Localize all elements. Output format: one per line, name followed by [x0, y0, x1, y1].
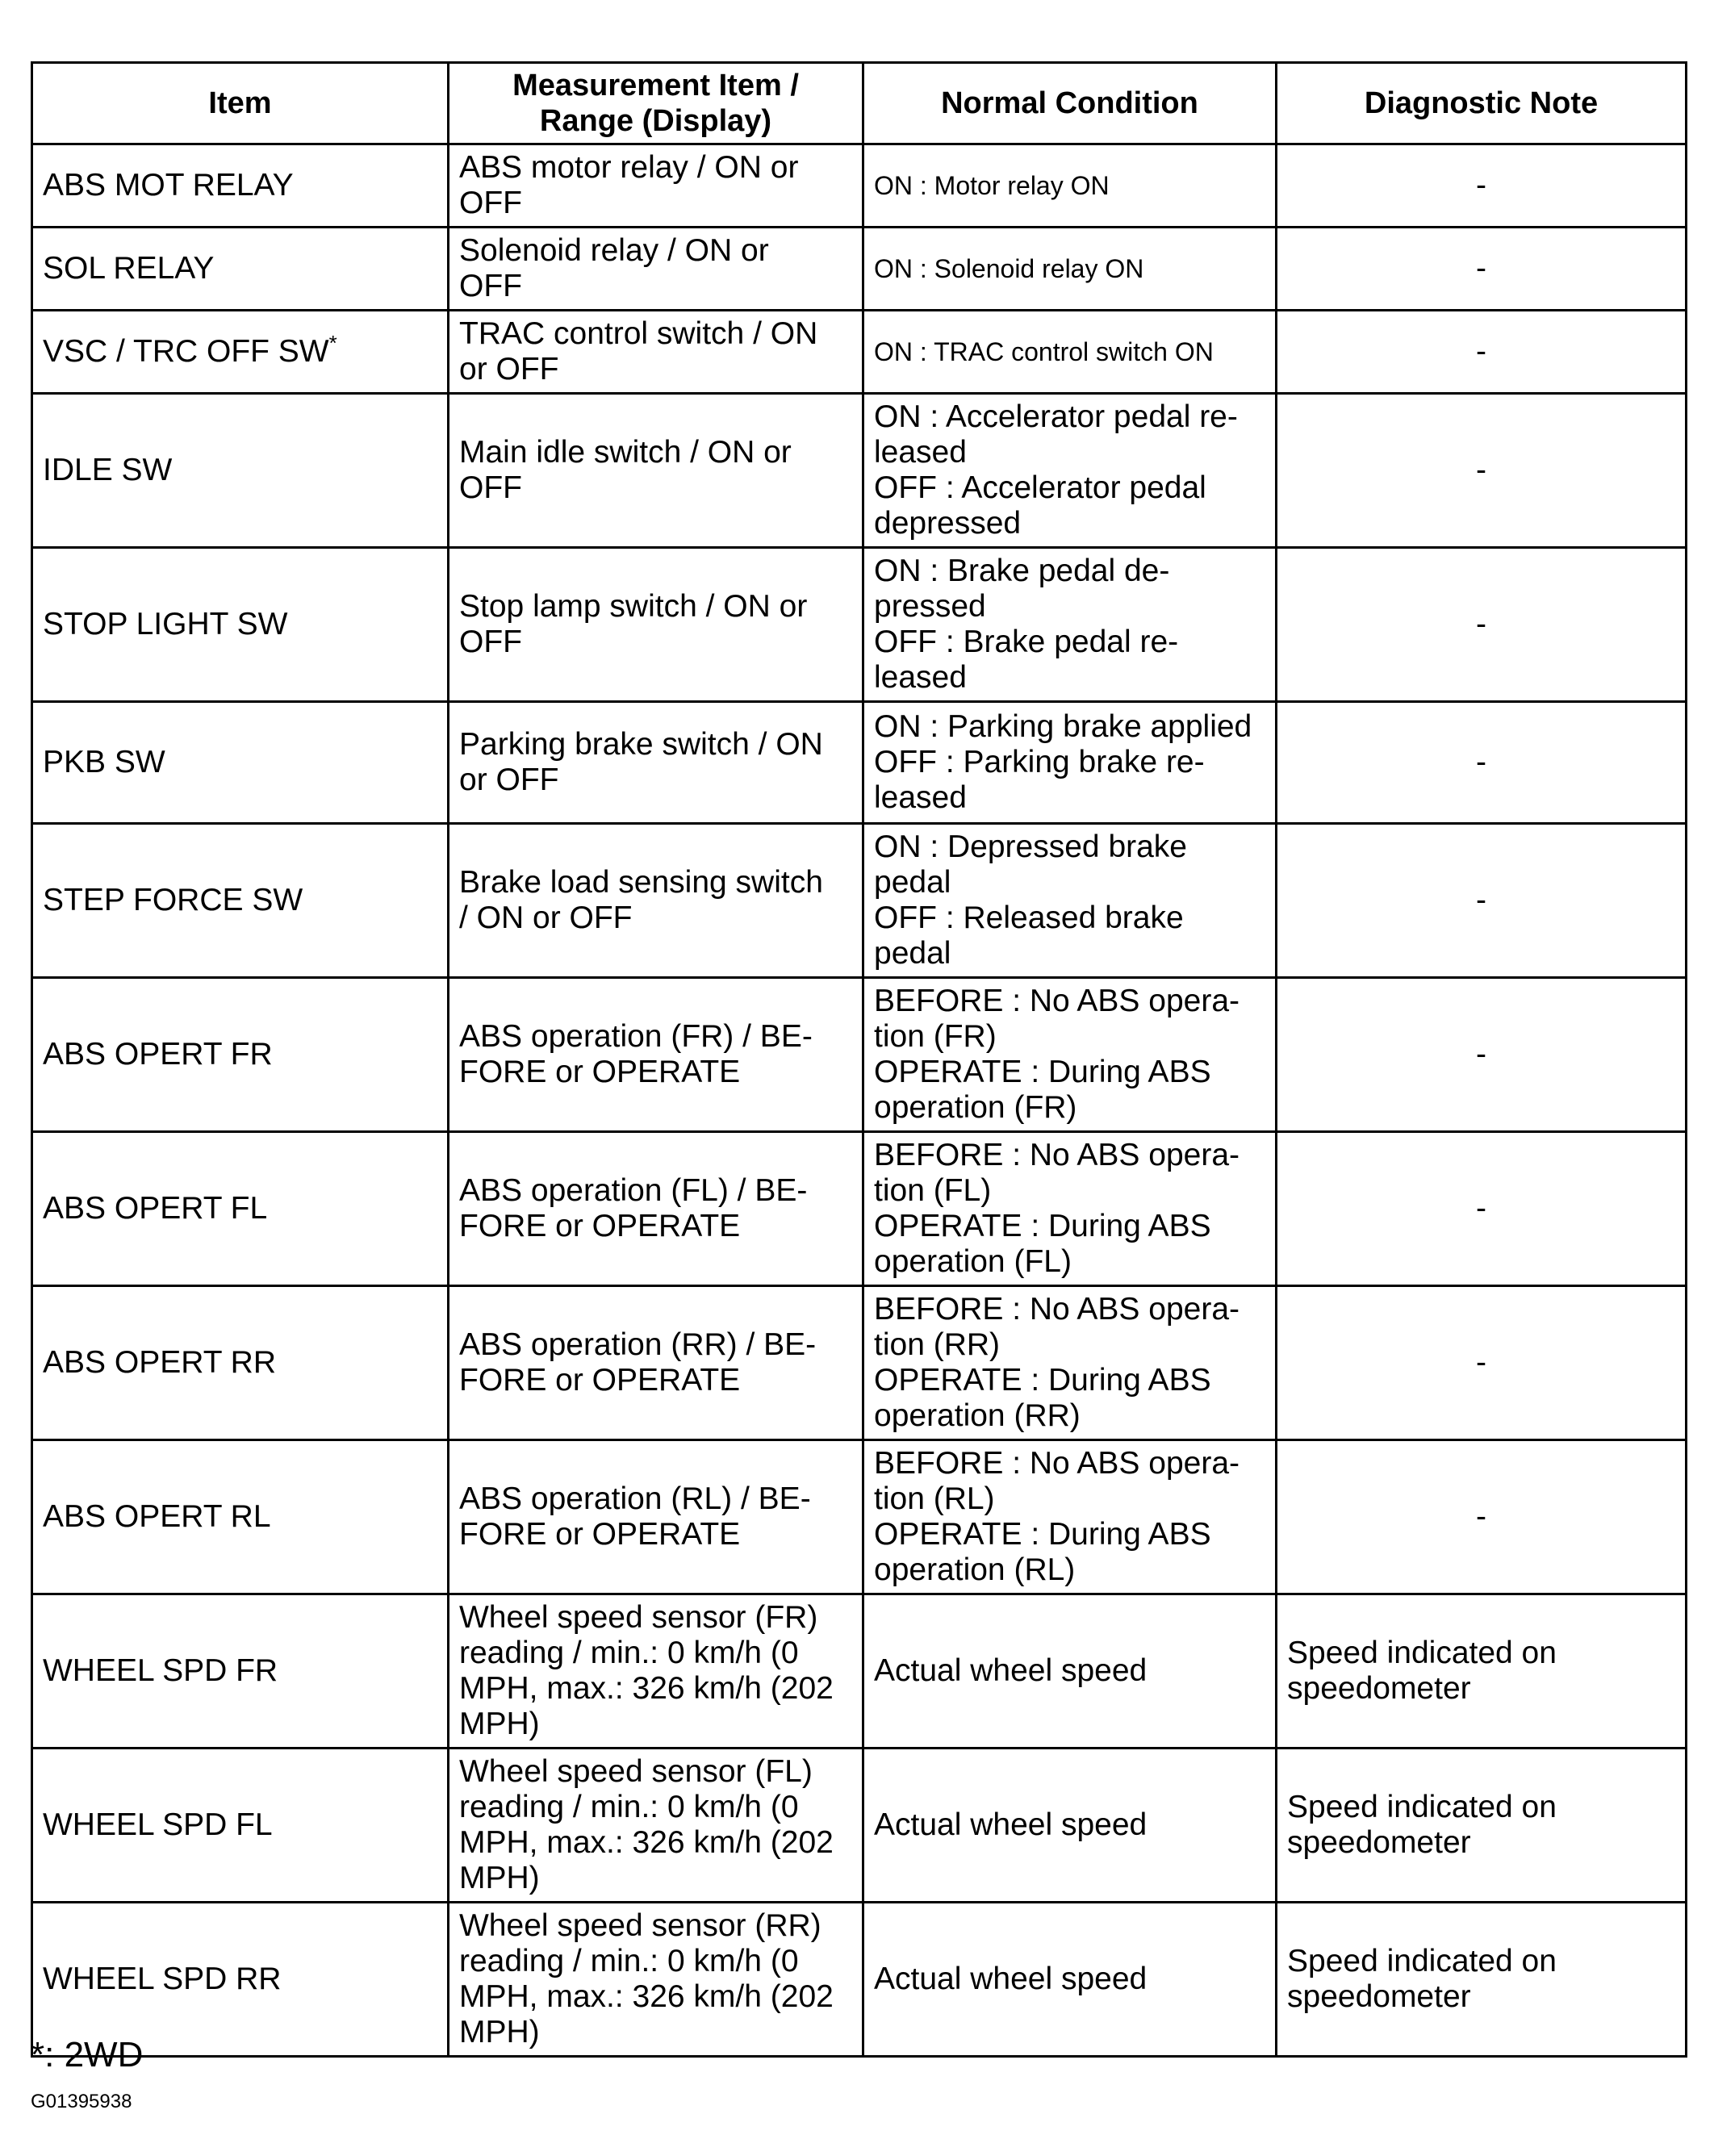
table-row [32, 548, 1687, 702]
row-measurement: ABS motor relay / ON or OFF [449, 144, 863, 228]
row-item: STOP LIGHT SW [32, 548, 449, 702]
row-diagnostic-note: - [1277, 978, 1687, 1132]
header-normal-condition: Normal Condition [863, 63, 1277, 144]
row-item: ABS MOT RELAY [32, 144, 449, 228]
diagnostic-data-table [31, 61, 1687, 2058]
row-diagnostic-note: Speed indicated on speedometer [1277, 1749, 1687, 1903]
row-item: IDLE SW [32, 394, 449, 548]
row-normal-condition: BEFORE : No ABS opera- tion (RR) OPERATE : During ABS operation (RR) [863, 1286, 1277, 1440]
table-row [32, 311, 1687, 394]
header-diagnostic-note: Diagnostic Note [1277, 63, 1687, 144]
row-normal-condition: ON : Motor relay ON [863, 144, 1277, 228]
row-normal-condition: ON : Brake pedal de- pressed OFF : Brake pedal re- leased [863, 548, 1277, 702]
row-measurement: ABS operation (FL) / BE- FORE or OPERATE [449, 1132, 863, 1286]
row-normal-condition: Actual wheel speed [863, 1749, 1277, 1903]
table-row [32, 1903, 1687, 2057]
row-item: ABS OPERT RL [32, 1440, 449, 1594]
row-item: WHEEL SPD FR [32, 1594, 449, 1749]
row-normal-condition: ON : Depressed brake pedal OFF : Released brake pedal [863, 824, 1277, 978]
table-row [32, 1594, 1687, 1749]
row-diagnostic-note: - [1277, 1286, 1687, 1440]
row-diagnostic-note: - [1277, 702, 1687, 824]
row-measurement: Wheel speed sensor (FR) reading / min.: 0 km/h (0 MPH, max.: 326 km/h (202 MPH) [449, 1594, 863, 1749]
row-normal-condition: BEFORE : No ABS opera- tion (FR) OPERATE : During ABS operation (FR) [863, 978, 1277, 1132]
row-diagnostic-note: - [1277, 1132, 1687, 1286]
row-measurement: Wheel speed sensor (RR) reading / min.: 0 km/h (0 MPH, max.: 326 km/h (202 MPH) [449, 1903, 863, 2057]
row-measurement: Main idle switch / ON or OFF [449, 394, 863, 548]
row-diagnostic-note: - [1277, 144, 1687, 228]
row-measurement: ABS operation (FR) / BE- FORE or OPERATE [449, 978, 863, 1132]
row-normal-condition: ON : TRAC control switch ON [863, 311, 1277, 394]
row-item: VSC / TRC OFF SW [43, 334, 329, 369]
table-row [32, 1440, 1687, 1594]
table-row [32, 702, 1687, 824]
row-item: ABS OPERT FR [32, 978, 449, 1132]
table-row [32, 394, 1687, 548]
header-measurement: Measurement Item / Range (Display) [449, 63, 863, 144]
row-normal-condition: Actual wheel speed [863, 1594, 1277, 1749]
row-measurement: Parking brake switch / ON or OFF [449, 702, 863, 824]
row-diagnostic-note: - [1277, 228, 1687, 311]
table-row [32, 824, 1687, 978]
row-diagnostic-note: - [1277, 824, 1687, 978]
row-item-cell [32, 311, 449, 394]
row-item: SOL RELAY [32, 228, 449, 311]
row-measurement: ABS operation (RR) / BE- FORE or OPERATE [449, 1286, 863, 1440]
row-item: ABS OPERT RR [32, 1286, 449, 1440]
row-diagnostic-note: Speed indicated on speedometer [1277, 1594, 1687, 1749]
row-diagnostic-note: - [1277, 394, 1687, 548]
row-measurement: Wheel speed sensor (FL) reading / min.: 0 km/h (0 MPH, max.: 326 km/h (202 MPH) [449, 1749, 863, 1903]
row-item: WHEEL SPD RR [32, 1903, 449, 2057]
row-measurement: Solenoid relay / ON or OFF [449, 228, 863, 311]
row-normal-condition: BEFORE : No ABS opera- tion (FL) OPERATE : During ABS operation (FL) [863, 1132, 1277, 1286]
row-item: PKB SW [32, 702, 449, 824]
table-header-row [32, 63, 1687, 144]
table-row [32, 144, 1687, 228]
row-item: STEP FORCE SW [32, 824, 449, 978]
row-normal-condition: BEFORE : No ABS opera- tion (RL) OPERATE : During ABS operation (RL) [863, 1440, 1277, 1594]
row-diagnostic-note: Speed indicated on speedometer [1277, 1903, 1687, 2057]
row-measurement: TRAC control switch / ON or OFF [449, 311, 863, 394]
footnote: *: 2WD [31, 2035, 144, 2075]
row-normal-condition: ON : Parking brake applied OFF : Parking brake re- leased [863, 702, 1277, 824]
table-row [32, 1749, 1687, 1903]
table-row [32, 978, 1687, 1132]
row-normal-condition: ON : Accelerator pedal re- leased OFF : Accelerator pedal depressed [863, 394, 1277, 548]
row-measurement: ABS operation (RL) / BE- FORE or OPERATE [449, 1440, 863, 1594]
header-item: Item [32, 63, 449, 144]
table-row [32, 1132, 1687, 1286]
footnote-marker: * [328, 331, 337, 355]
table-row [32, 228, 1687, 311]
row-measurement: Brake load sensing switch / ON or OFF [449, 824, 863, 978]
row-diagnostic-note: - [1277, 311, 1687, 394]
row-diagnostic-note: - [1277, 1440, 1687, 1594]
figure-id: G01395938 [31, 2091, 132, 2112]
row-normal-condition: Actual wheel speed [863, 1903, 1277, 2057]
row-item: ABS OPERT FL [32, 1132, 449, 1286]
row-diagnostic-note: - [1277, 548, 1687, 702]
table-row [32, 1286, 1687, 1440]
row-normal-condition: ON : Solenoid relay ON [863, 228, 1277, 311]
row-item: WHEEL SPD FL [32, 1749, 449, 1903]
row-measurement: Stop lamp switch / ON or OFF [449, 548, 863, 702]
